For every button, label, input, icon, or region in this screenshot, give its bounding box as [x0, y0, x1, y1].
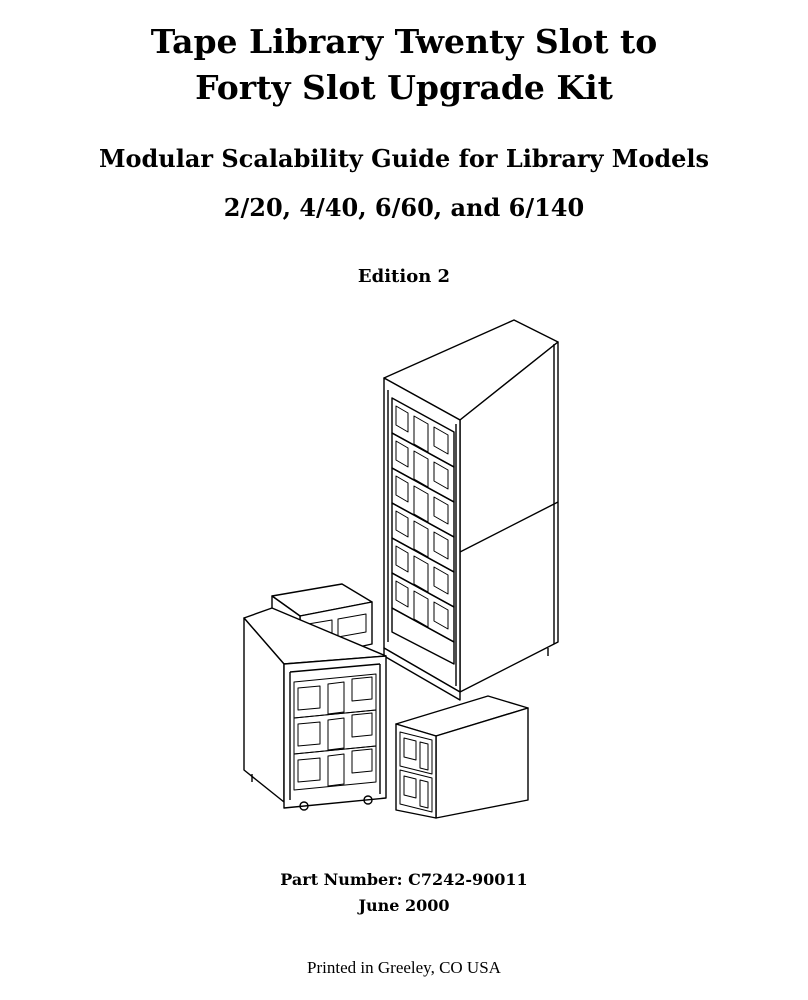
document-title-line-2: Forty Slot Upgrade Kit	[195, 68, 613, 107]
part-number: Part Number: C7242-90011	[280, 870, 528, 889]
tape-library-models-illustration	[228, 312, 578, 832]
edition-label: Edition 2	[357, 266, 451, 287]
printed-location: Printed in Greeley, CO USA	[307, 958, 501, 977]
subtitle-line-2: 2/20, 4/40, 6/60, and 6/140	[223, 193, 585, 222]
subtitle-line-1: Modular Scalability Guide for Library Models	[98, 144, 710, 173]
document-title-line-1: Tape Library Twenty Slot to	[150, 22, 658, 61]
publication-date: June 2000	[358, 896, 450, 915]
tabletop-library-medium	[396, 696, 528, 818]
tall-rack-library	[384, 320, 558, 700]
